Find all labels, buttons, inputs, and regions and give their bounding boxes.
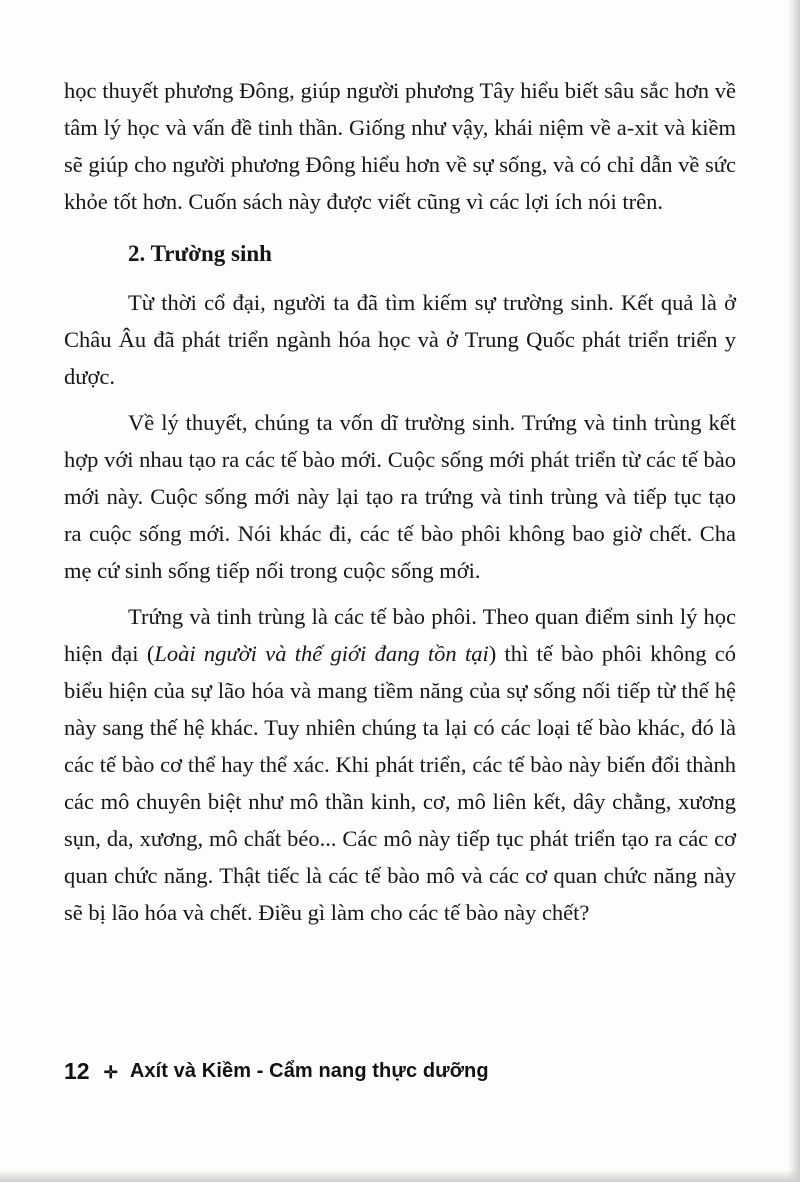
page-footer [64,1058,489,1085]
text-segment: Loài người và thế giới đang tồn tại [154,641,489,666]
text-segment: Về lý thuyết, chúng ta vốn dĩ trường sinh. Trứng và tinh trùng kết hợp với nhau tạo ra các tế bào mới. Cuộc sống mới phát triển từ các tế bào mới này. Cuộc sống mới này lại tạo ra trứng và tinh trùng và tiếp tục tạo ra cuộc sống mới. Nói khác đi, các tế bào phôi không bao giờ chết. Cha mẹ cứ sinh sống tiếp nối trong cuộc sống mới. [64,410,736,583]
page-number: 12 [64,1058,90,1084]
paragraph [64,72,736,220]
page-content [64,72,736,940]
text-segment: Trứng và tinh trùng là các tế bào phôi. Theo quan điểm sinh lý học hiện đại ( [64,604,736,666]
section-heading: 2. Trường sinh [128,241,272,266]
paragraph [64,284,736,395]
book-title: Axít và Kiềm - Cẩm nang thực dưỡng [129,1060,489,1082]
text-segment: học thuyết phương Đông, giúp người phương Tây hiểu biết sâu sắc hơn về tâm lý học và vấn đề tinh thần. Giống như vậy, khái niệm về a-xit và kiềm sẽ giúp cho người phương Đông hiểu hơn về sự sống, và có chỉ dẫn về sức khỏe tốt hơn. Cuốn sách này được viết cũng vì các lợi ích nói trên. [64,78,736,214]
text-segment: Từ thời cổ đại, người ta đã tìm kiếm sự trường sinh. Kết quả là ở Châu Âu đã phát triển ngành hóa học và ở Trung Quốc phát triển triển y dược. [64,290,736,389]
paragraph [64,404,736,589]
text-segment: ) thì tế bào phôi không có biểu hiện của sự lão hóa và mang tiềm năng của sự sống nối tiếp từ thế hệ này sang thế hệ khác. Tuy nhiên chúng ta lại có các loại tế bào khác, đó là các tế bào cơ thể hay thể xác. Khi phát triển, các tế bào này biến đổi thành các mô chuyên biệt như mô thần kinh, cơ, mô liên kết, dây chằng, xương sụn, da, xương, mô chất béo... Các mô này tiếp tục phát triển tạo ra các cơ quan chức năng. Thật tiếc là các tế bào mô và các cơ quan chức năng này sẽ bị lão hóa và chết. Điều gì làm cho các tế bào này chết? [64,641,736,925]
cross-ornament-icon: ✛ [103,1063,118,1082]
paragraph [64,598,736,931]
